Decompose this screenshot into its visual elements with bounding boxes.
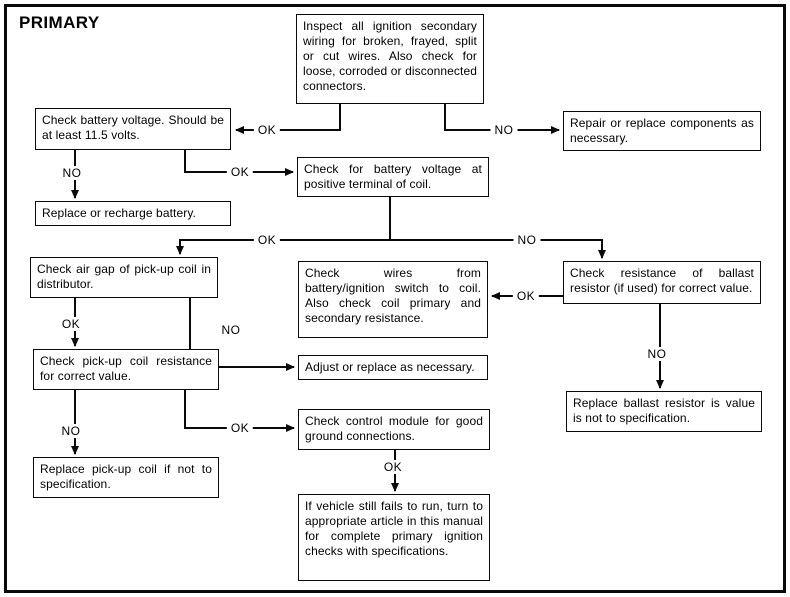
- edge-label-ok: OK: [254, 123, 280, 137]
- node-replace-pickup-coil: Replace pick-up coil if not to specification.: [33, 457, 219, 498]
- edge-inspect-ok: [236, 104, 340, 130]
- node-repair-components: Repair or replace components as necessary.: [563, 111, 761, 151]
- edge-label-ok: OK: [227, 165, 253, 179]
- edge-label-no: NO: [58, 424, 85, 438]
- node-check-control-module: Check control module for good ground connections.: [298, 409, 490, 450]
- edge-label-no: NO: [514, 233, 541, 247]
- node-inspect-wiring: Inspect all ignition secondary wiring for broken, frayed, split or cut wires. Also check for loose, corroded or disconnected connectors.: [296, 14, 484, 104]
- edge-label-ok: OK: [380, 460, 406, 474]
- edge-label-ok: OK: [58, 317, 84, 331]
- edge-label-no: NO: [59, 166, 86, 180]
- edge-label-ok: OK: [513, 289, 539, 303]
- node-replace-recharge-battery: Replace or recharge battery.: [35, 201, 231, 226]
- node-adjust-replace: Adjust or replace as necessary.: [298, 355, 488, 380]
- node-replace-ballast-resistor: Replace ballast resistor is value is not to specification.: [566, 391, 762, 432]
- node-check-air-gap: Check air gap of pick-up coil in distributor.: [30, 257, 218, 298]
- node-check-battery-voltage: Check battery voltage. Should be at least 11.5 volts.: [35, 108, 231, 150]
- edge-label-ok: OK: [227, 421, 253, 435]
- edge-label-no: NO: [491, 123, 518, 137]
- diagram-title: PRIMARY: [19, 13, 100, 32]
- node-check-wires: Check wires from battery/ignition switch to coil. Also check coil primary and secondary resistance.: [298, 261, 488, 338]
- edge-label-no: NO: [644, 347, 671, 361]
- node-final-check: If vehicle still fails to run, turn to appropriate article in this manual for complete primary ignition checks with specifications.: [298, 494, 490, 581]
- node-check-pickup-resistance: Check pick-up coil resistance for correct value.: [33, 349, 219, 390]
- node-check-ballast-resistor: Check resistance of ballast resistor (if used) for correct value.: [563, 261, 761, 304]
- edge-label-no: NO: [218, 323, 245, 337]
- node-check-coil-voltage: Check for battery voltage at positive terminal of coil.: [297, 157, 489, 197]
- edge-coil-no: [390, 240, 602, 258]
- edge-label-ok: OK: [254, 233, 280, 247]
